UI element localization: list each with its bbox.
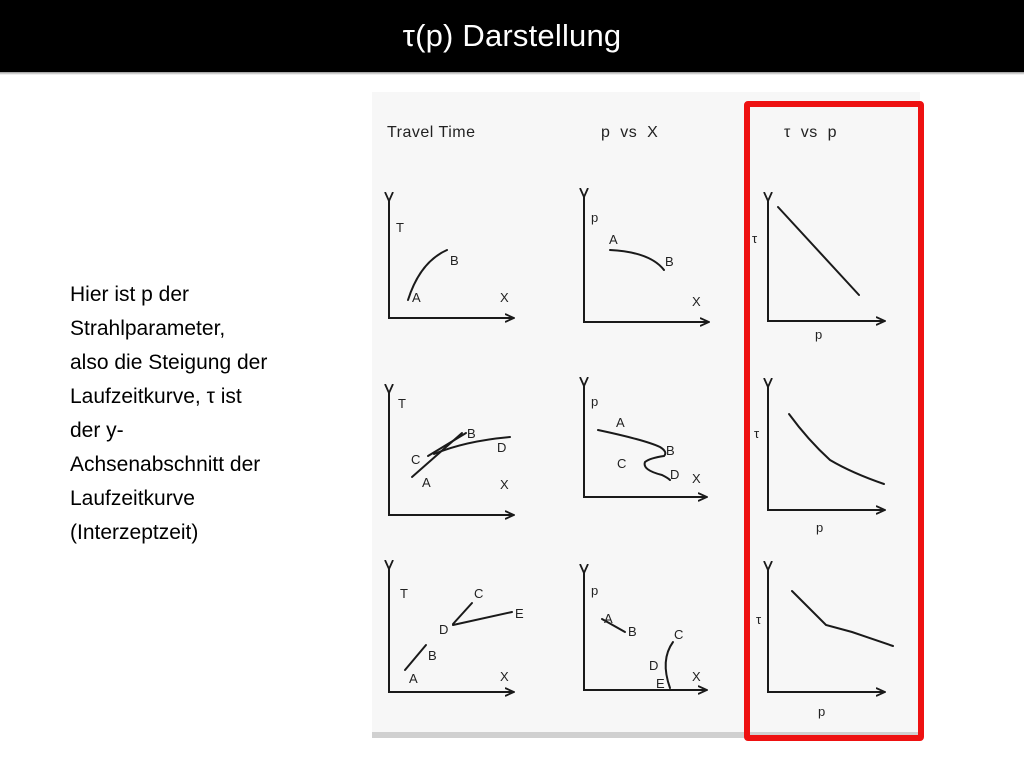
column-heading-tau-vs-p: τ vs p bbox=[784, 124, 837, 141]
axis-label-tau: τ bbox=[752, 231, 758, 246]
curve-label: B bbox=[628, 624, 637, 639]
p-vs-x-curve bbox=[666, 642, 673, 688]
travel-time-plot-3 bbox=[389, 568, 524, 692]
axis-label-t: T bbox=[396, 220, 404, 235]
curve-label: A bbox=[616, 415, 625, 430]
axis-label-x: X bbox=[692, 471, 701, 486]
curve-label: D bbox=[649, 658, 659, 673]
travel-time-plot-2 bbox=[389, 392, 513, 515]
description-line: Laufzeitkurve bbox=[70, 487, 195, 510]
travel-time-curve bbox=[405, 645, 426, 670]
p-vs-x-plot-3 bbox=[584, 572, 706, 691]
curve-label: D bbox=[439, 622, 449, 637]
curve-label: A bbox=[409, 671, 418, 686]
tau-column-highlight-box bbox=[744, 101, 924, 741]
axis-label-x: X bbox=[500, 290, 509, 305]
p-vs-x-plot-2 bbox=[584, 385, 706, 497]
axis-label-p: p bbox=[591, 210, 599, 225]
curve-label: C bbox=[674, 627, 684, 642]
p-vs-x-curve bbox=[610, 250, 664, 270]
curve-label: E bbox=[515, 606, 524, 621]
axis-label-x: X bbox=[500, 669, 509, 684]
axis-label-p: p bbox=[591, 394, 599, 409]
p-vs-x-plot-1 bbox=[584, 196, 708, 322]
axis-label-t: T bbox=[400, 586, 408, 601]
axis-label-t: T bbox=[398, 396, 406, 411]
description-line: also die Steigung der bbox=[70, 351, 268, 374]
axis-label-x: X bbox=[692, 669, 701, 684]
axis-label-p: p bbox=[815, 327, 823, 342]
axis-label-x: X bbox=[500, 477, 509, 492]
curve-label: A bbox=[412, 290, 421, 305]
curve-label: D bbox=[497, 440, 507, 455]
description-line: Strahlparameter, bbox=[70, 317, 226, 340]
curve-label: C bbox=[617, 456, 627, 471]
axis-label-tau: τ bbox=[754, 426, 760, 441]
curve-label: E bbox=[656, 676, 665, 691]
axis-label-p: p bbox=[818, 704, 826, 719]
curve-label: B bbox=[467, 426, 476, 441]
axis-label-tau: τ bbox=[756, 612, 762, 627]
axis-label-x: X bbox=[692, 294, 701, 309]
axis-label-p: p bbox=[816, 520, 824, 535]
column-heading-travel-time: Travel Time bbox=[387, 124, 476, 141]
curve-label: B bbox=[665, 254, 674, 269]
description-line: (Interzeptzeit) bbox=[70, 521, 199, 544]
curve-label: B bbox=[450, 253, 459, 268]
description-line: Hier ist p der bbox=[70, 283, 190, 306]
curve-label: D bbox=[670, 467, 680, 482]
description-line: Achsenabschnitt der bbox=[70, 453, 261, 476]
description-line: Laufzeitkurve, τ ist bbox=[70, 385, 242, 408]
curve-label: A bbox=[604, 611, 613, 626]
curve-label: B bbox=[666, 443, 675, 458]
description-line: der y- bbox=[70, 419, 124, 442]
curve-label: C bbox=[474, 586, 484, 601]
curve-label: A bbox=[422, 475, 431, 490]
axis-label-p: p bbox=[591, 583, 599, 598]
curve-label: B bbox=[428, 648, 437, 663]
slide-title: τ(p) Darstellung bbox=[402, 18, 622, 53]
travel-time-plot-1 bbox=[389, 200, 513, 318]
curve-label: A bbox=[609, 232, 618, 247]
p-vs-x-curve bbox=[598, 430, 670, 480]
column-heading-p-vs-x: p vs X bbox=[601, 124, 659, 141]
curve-label: C bbox=[411, 452, 421, 467]
